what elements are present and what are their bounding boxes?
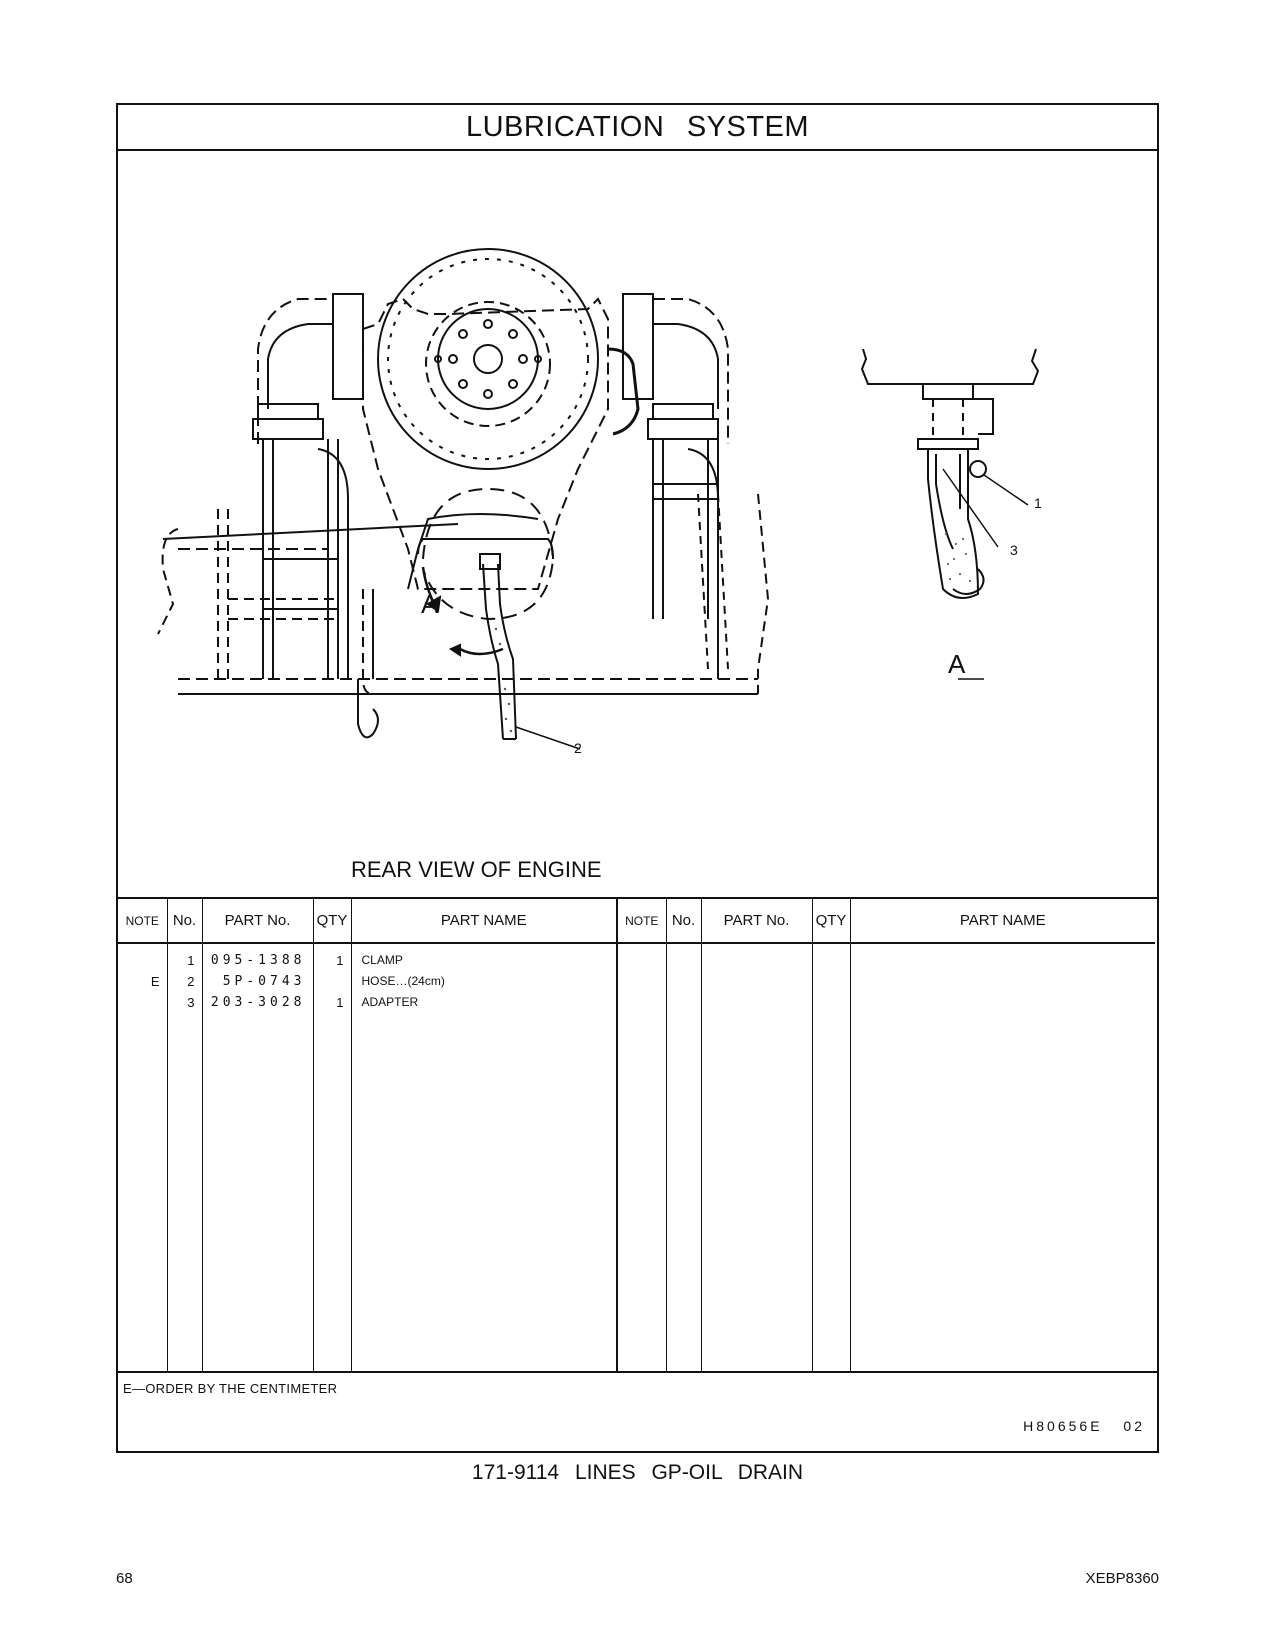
part-no-column-right [701, 943, 812, 1373]
table-header-row [118, 899, 1155, 943]
quantity [314, 971, 351, 992]
header-part-no-right: PART No. [701, 899, 812, 943]
no-column-right [666, 943, 701, 1373]
note-column-right [617, 943, 666, 1373]
header-no-right: No. [666, 899, 701, 943]
part-no-column [202, 943, 313, 1373]
callout-2: 2 [574, 740, 582, 756]
table-body [118, 943, 1155, 1373]
part-number: 095-1388 [210, 953, 306, 968]
part-name: ADAPTER [361, 995, 419, 1009]
header-no: No. [167, 899, 202, 943]
footnote: E—ORDER BY THE CENTIMETER [123, 1381, 338, 1396]
part-number: 5P-0743 [222, 974, 306, 989]
item-number: 1 [187, 953, 195, 968]
arrow-view-label: A [421, 589, 439, 619]
qty-column-right [812, 943, 850, 1373]
header-part-name: PART NAME [351, 899, 617, 943]
header-part-no: PART No. [202, 899, 313, 943]
detail-view-label: A [948, 649, 966, 679]
header-note: NOTE [118, 899, 167, 943]
item-number: 3 [187, 995, 195, 1010]
note-cell: E [150, 974, 160, 989]
header-qty: QTY [313, 899, 351, 943]
parts-page-frame [116, 103, 1159, 1453]
parts-table [118, 899, 1155, 1373]
header-qty-right: QTY [812, 899, 850, 943]
part-number: 203-3028 [210, 995, 306, 1010]
no-column [167, 943, 202, 1373]
group-title: 171-9114 LINES GP-OIL DRAIN [471, 1461, 804, 1484]
drawing-code: H80656E 02 [1023, 1418, 1145, 1434]
part-name-column [351, 943, 617, 1373]
callout-3: 3 [1010, 542, 1018, 558]
callout-1: 1 [1034, 495, 1042, 511]
header-note-right: NOTE [617, 899, 666, 943]
section-title: LUBRICATION SYSTEM [118, 105, 1157, 151]
qty-column [313, 943, 351, 1373]
parts-table-area [118, 897, 1157, 1373]
document-number: XEBP8360 [1085, 1570, 1159, 1587]
quantity: 1 [336, 995, 344, 1010]
part-name: CLAMP [361, 953, 403, 967]
header-part-name-right: PART NAME [850, 899, 1155, 943]
note-cell [118, 992, 167, 1013]
note-cell [118, 950, 167, 971]
view-caption: REAR VIEW OF ENGINE [351, 857, 602, 882]
quantity: 1 [336, 953, 344, 968]
part-name: HOSE…(24cm) [361, 974, 445, 988]
part-name-column-right [850, 943, 1155, 1373]
footnote-area [118, 1371, 1157, 1453]
note-column [118, 943, 167, 1373]
item-number: 2 [187, 974, 195, 989]
engine-drawing [118, 149, 1157, 897]
engine-rear-view-illustration [118, 149, 1157, 897]
page-number: 68 [116, 1570, 133, 1587]
